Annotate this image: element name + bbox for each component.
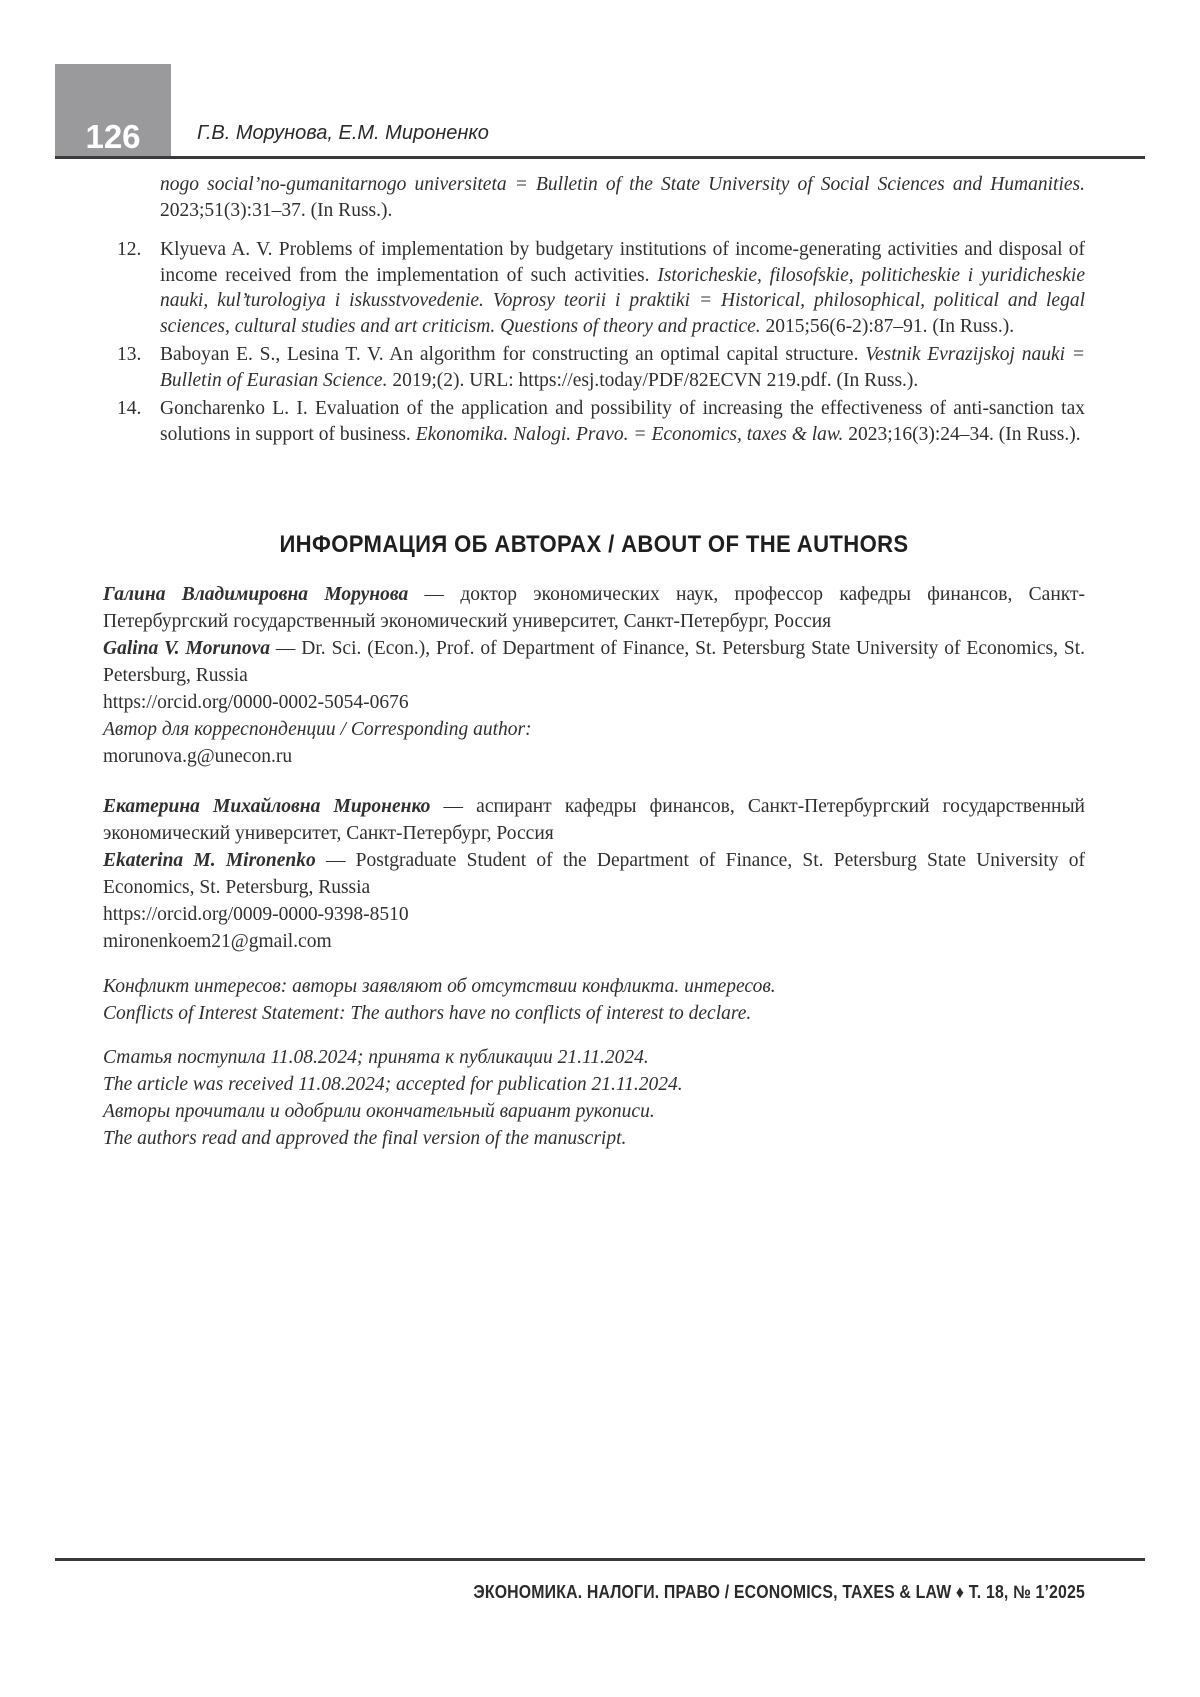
author-name-ru-line: Галина Владимировна Морунова — доктор экономических наук, профессор кафедры финансов, Санкт-Петербургский государственный экономический университет, Санкт-Петербург, Россия — [103, 584, 1085, 632]
author-name-en-line: Galina V. Morunova — Dr. Sci. (Econ.), Prof. of Department of Finance, St. Petersburg State University of Economics, St. Petersburg, Russia — [103, 638, 1086, 686]
reference-item-14 — [103, 396, 1085, 447]
approved-line-en: The authors read and approved the final version of the manuscript. — [103, 1128, 627, 1149]
page-number: 126 — [85, 118, 141, 155]
author-name-ru-line: Екатерина Михайловна Мироненко — аспирант кафедры финансов, Санкт-Петербургский государственный экономический университет, Санкт-Петербург, Россия — [103, 796, 1085, 844]
page-number-box — [55, 64, 171, 156]
reference-continuation — [103, 172, 1085, 223]
conflict-line-ru: Конфликт интересов: авторы заявляют об отсутствии конфликта. интересов. — [103, 976, 776, 997]
approved-line-ru: Авторы прочитали и одобрили окончательный вариант рукописи. — [103, 1101, 655, 1122]
conflict-line-en: Conflicts of Interest Statement: The authors have no conflicts of interest to declare. — [103, 1003, 752, 1024]
reference-number: 14. — [117, 398, 142, 419]
received-line-en: The article was received 11.08.2024; accepted for publication 21.11.2024. — [103, 1074, 683, 1095]
reference-number: 12. — [117, 239, 142, 260]
author-orcid: https://orcid.org/0009-0000-9398-8510 — [103, 904, 409, 925]
author-block-morunova — [103, 581, 1085, 770]
author-block-mironenko — [103, 793, 1085, 955]
author-email: mironenkoem21@gmail.com — [103, 931, 332, 952]
author-orcid: https://orcid.org/0000-0002-5054-0676 — [103, 692, 409, 713]
reference-item-12 — [103, 237, 1085, 339]
references-list — [103, 172, 1085, 447]
reference-text: nogo social’no-gumanitarnogo universiteta = Bulletin of the State University of Social Sciences and Humanities. 2023;51(3):31–37. (In Russ.). — [160, 174, 1085, 221]
author-email: morunova.g@unecon.ru — [103, 746, 293, 767]
reference-text: Baboyan E. S., Lesina T. V. An algorithm for constructing an optimal capital structure. Vestnik Evrazijskoj nauki = Bulletin of Eurasian Science. 2019;(2). URL: https://esj.today/PDF/82ECVN 219.pdf. (In Russ.). — [160, 344, 1085, 391]
conflict-of-interest-statement — [103, 973, 1085, 1027]
header-rule — [55, 156, 1145, 159]
reference-text: Klyueva A. V. Problems of implementation by budgetary institutions of income-generating activities and disposal of income received from the implementation of such activities. Istoricheskie, filosofskie, politicheskie i yuridicheskie nauki, kul’turologiya i iskusstvovedenie. Voprosy teorii i praktiki = Historical, philosophical, political and legal sciences, cultural studies and art criticism. Questions of theory and practice. 2015;56(6-2):87–91. (In Russ.). — [160, 239, 1085, 337]
article-dates-statement — [103, 1044, 1085, 1152]
reference-number: 13. — [117, 344, 142, 365]
footer-rule — [55, 1558, 1145, 1561]
running-head-authors: Г.В. Морунова, Е.М. Мироненко — [197, 122, 489, 144]
received-line-ru: Статья поступила 11.08.2024; принята к публикации 21.11.2024. — [103, 1047, 649, 1068]
reference-item-13 — [103, 342, 1085, 393]
corresponding-author-label: Автор для корреспонденции / Corresponding author: — [103, 719, 532, 740]
author-name-en-line: Ekaterina M. Mironenko — Postgraduate Student of the Department of Finance, St. Petersburg State University of Economics, St. Petersburg, Russia — [103, 850, 1085, 898]
reference-text: Goncharenko L. I. Evaluation of the application and possibility of increasing the effectiveness of anti-sanction tax solutions in support of business. Ekonomika. Nalogi. Pravo. = Economics, taxes & law. 2023;16(3):24–34. (In Russ.). — [160, 398, 1085, 445]
about-authors-heading: ИНФОРМАЦИЯ ОБ АВТОРАХ / ABOUT OF THE AUTHORS — [279, 531, 909, 558]
journal-footer-line: ЭКОНОМИКА. НАЛОГИ. ПРАВО / ECONOMICS, TAXES & LAW ♦ Т. 18, № 1’2025 — [473, 1582, 1085, 1602]
